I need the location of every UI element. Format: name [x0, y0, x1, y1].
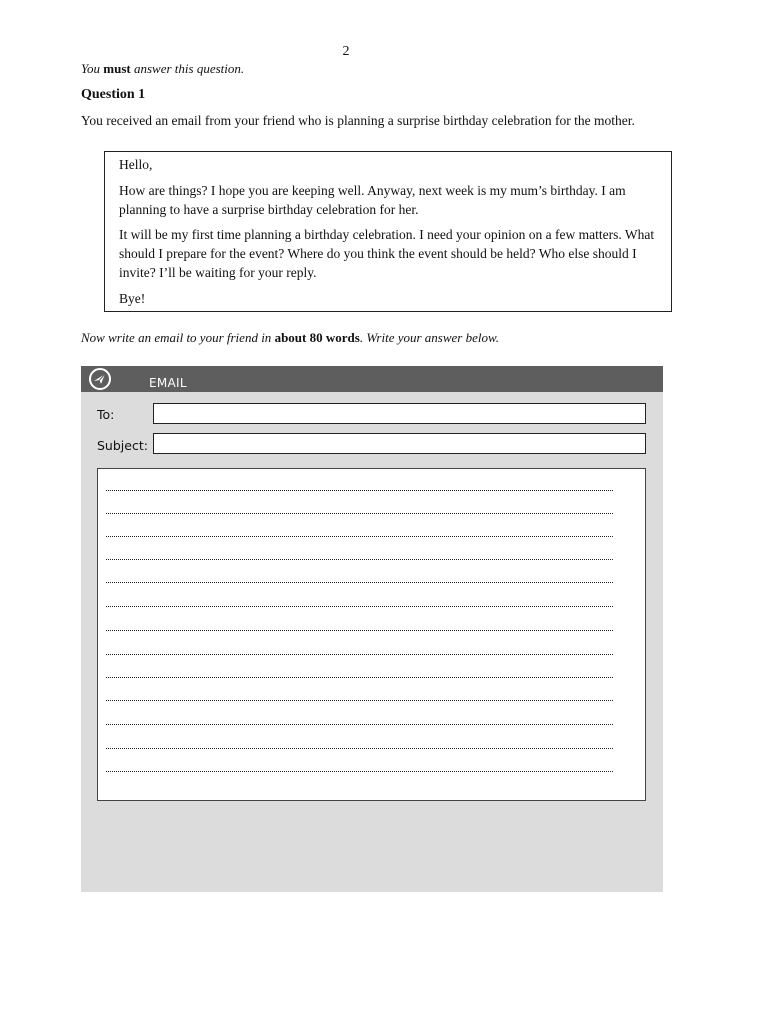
- subject-label: Subject:: [97, 438, 148, 453]
- writing-line: [106, 677, 613, 678]
- writing-line: [106, 724, 613, 725]
- instruction-text-end: answer this question.: [130, 61, 245, 76]
- letter-closing: Bye!: [119, 291, 146, 306]
- email-header-title: EMAIL: [149, 376, 187, 390]
- task-word-count: about 80 words: [274, 330, 360, 345]
- writing-line: [106, 582, 613, 583]
- email-answer-form: [81, 366, 663, 892]
- writing-task: [81, 330, 499, 346]
- question-intro: You received an email from your friend who is planning a surprise birthday celebration for the mother.: [81, 113, 635, 128]
- question-title: Question 1: [81, 87, 146, 102]
- subject-field[interactable]: [153, 433, 646, 454]
- writing-line: [106, 490, 613, 491]
- writing-line: [106, 700, 613, 701]
- to-field[interactable]: [153, 403, 646, 424]
- task-text-start: Now write an email to your friend in: [81, 330, 275, 345]
- page-number: 2: [342, 44, 350, 59]
- friend-email-box: [104, 151, 672, 312]
- email-logo-icon: [89, 368, 111, 390]
- email-body-area[interactable]: [97, 468, 646, 801]
- writing-line: [106, 654, 613, 655]
- letter-greeting: Hello,: [119, 157, 153, 172]
- email-header-bar: [81, 366, 663, 392]
- task-text-end: . Write your answer below.: [359, 330, 499, 345]
- writing-line: [106, 536, 613, 537]
- question-instruction: [81, 61, 244, 77]
- writing-line: [106, 606, 613, 607]
- letter-paragraph-2: It will be my first time planning a birthday celebration. I need your opinion on a few matters. What should I prepare for the event? Where do you think the event should be held? Who else should I invite? I’ll be waiting for your reply.: [119, 227, 655, 280]
- to-label: To:: [97, 407, 115, 422]
- writing-line: [106, 630, 613, 631]
- writing-line: [106, 771, 613, 772]
- instruction-emphasis: must: [103, 61, 131, 76]
- letter-paragraph-1: How are things? I hope you are keeping well. Anyway, next week is my mum’s birthday. I am planning to have a surprise birthday celebration for her.: [119, 183, 626, 217]
- writing-line: [106, 748, 613, 749]
- writing-line: [106, 513, 613, 514]
- instruction-text-start: You: [81, 61, 104, 76]
- writing-line: [106, 559, 613, 560]
